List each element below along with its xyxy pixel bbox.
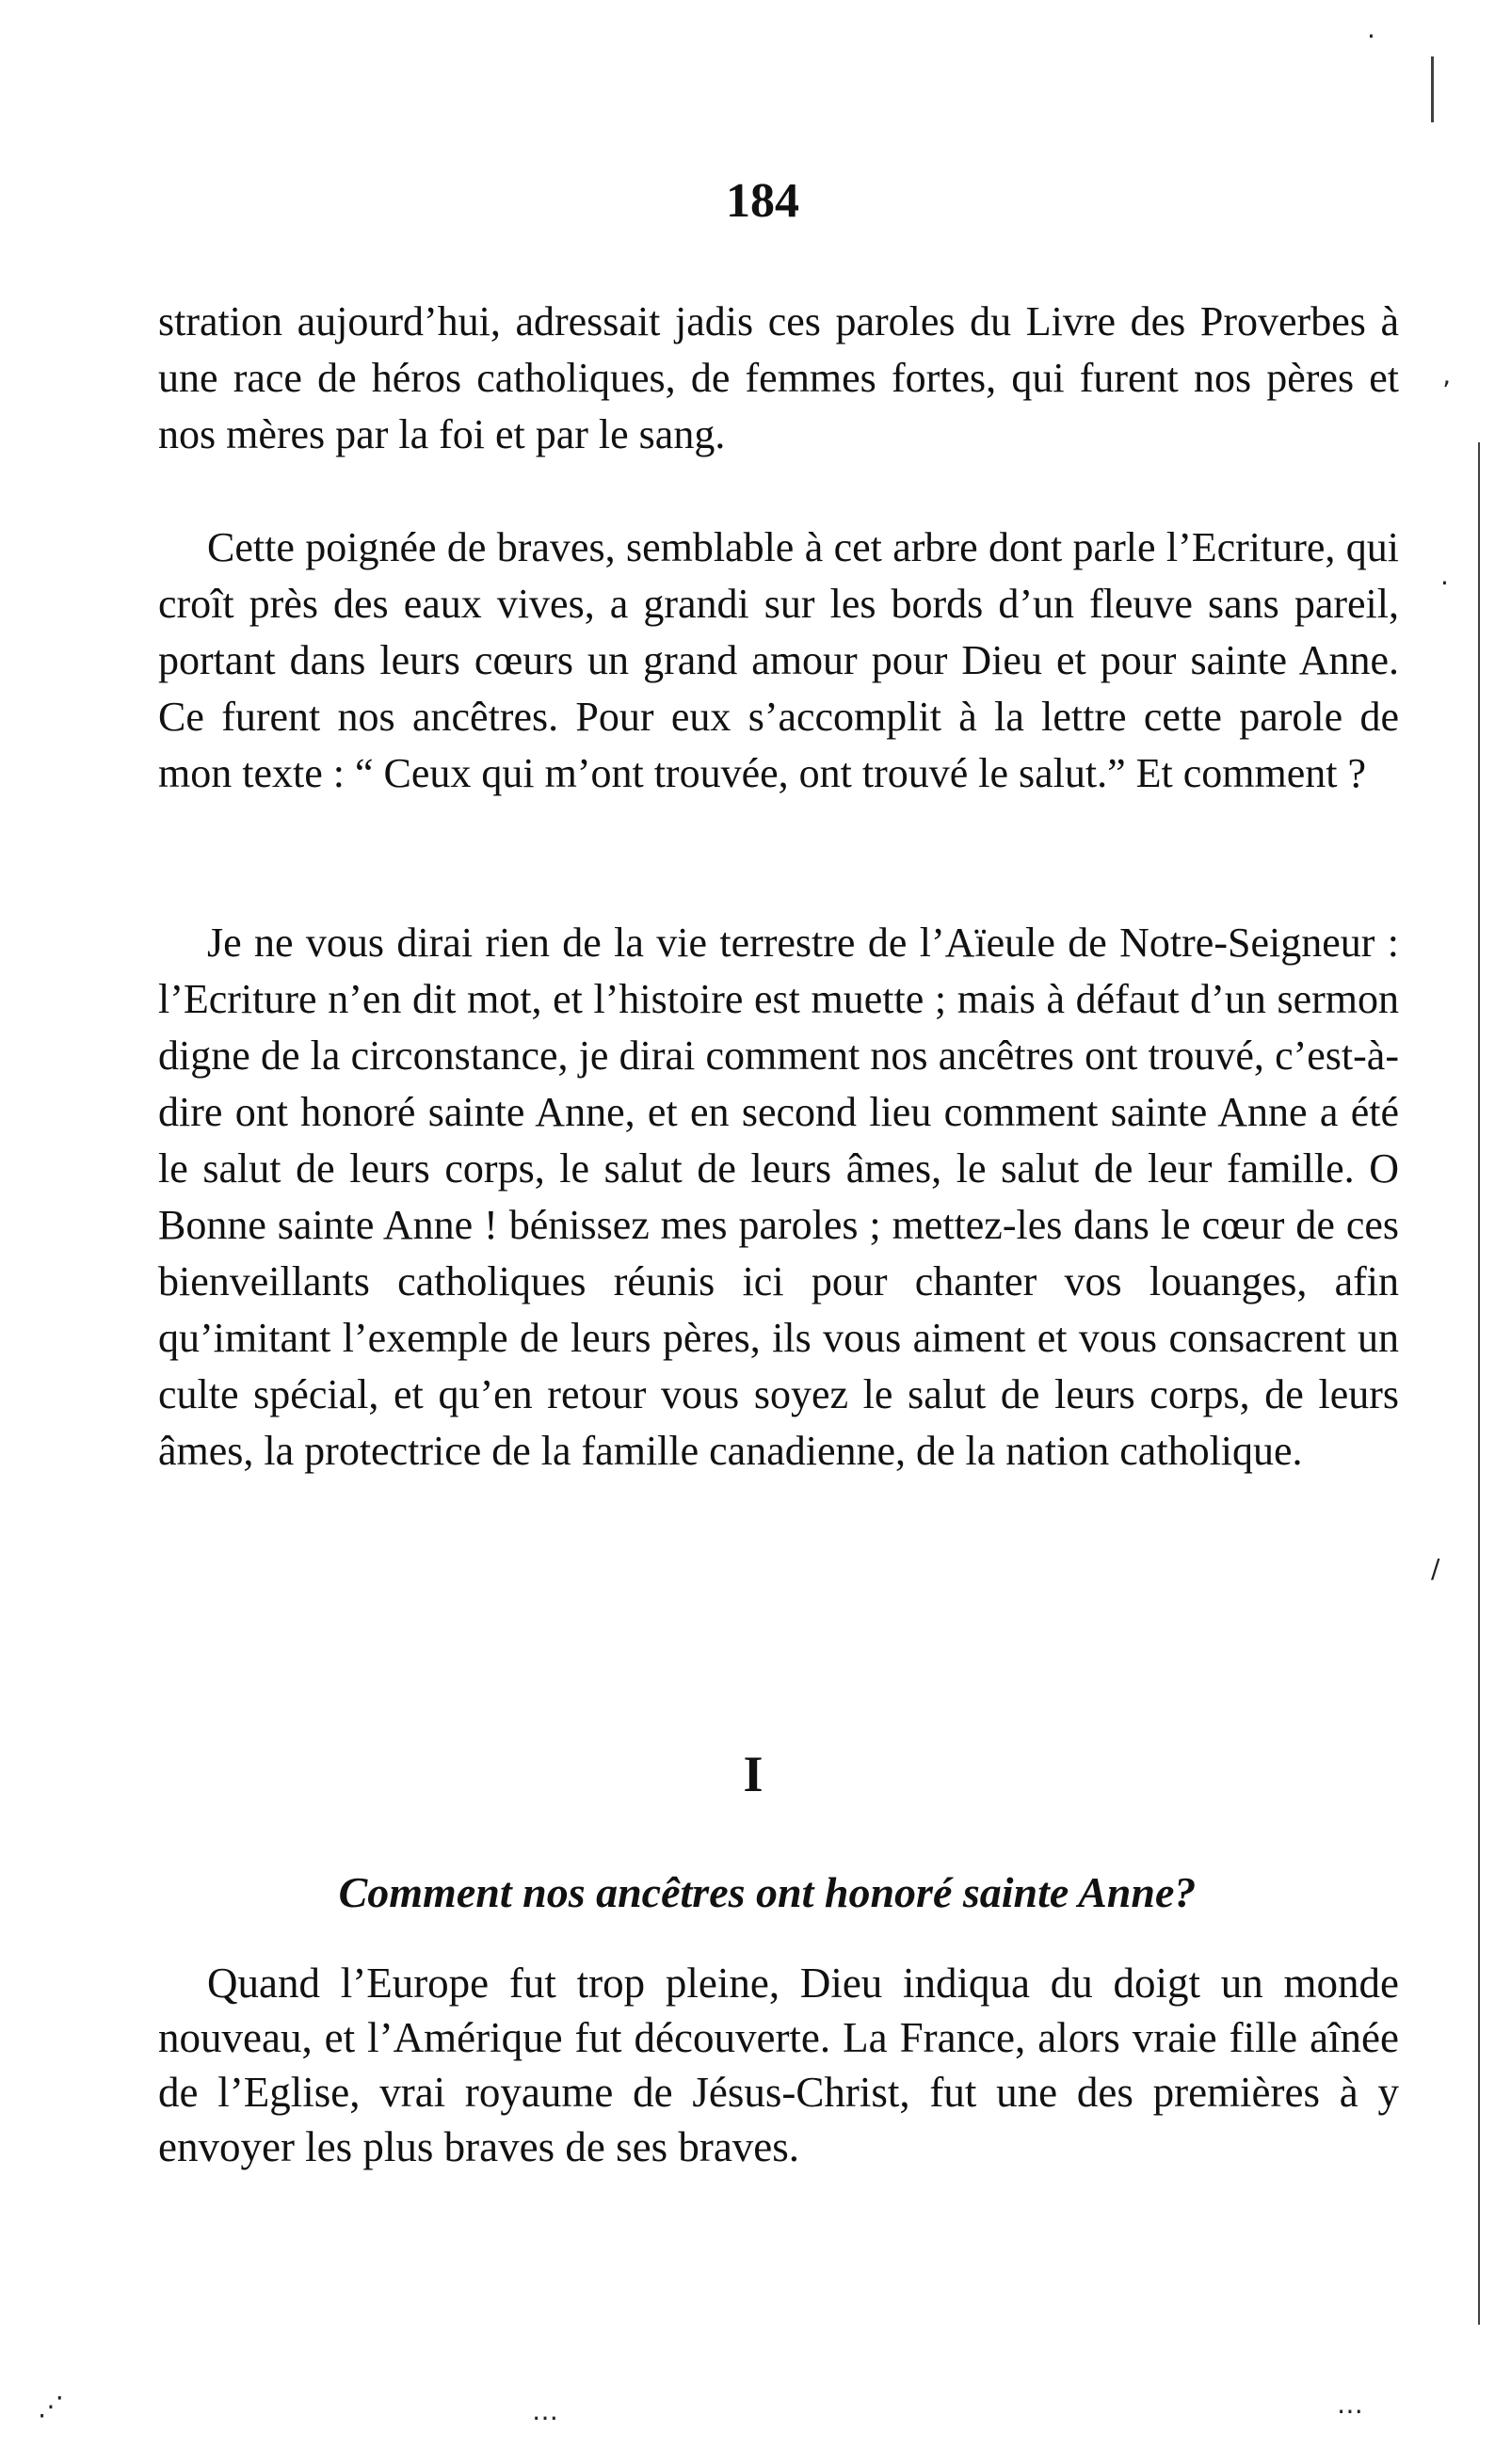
scan-speck-bottom-left: ⋰ bbox=[38, 2391, 64, 2422]
scan-border-right bbox=[1478, 442, 1480, 2325]
section-title: Comment nos ancêtres ont honoré sainte Anne? bbox=[338, 1868, 1197, 1916]
paragraph-ancestors: Je ne vous dirai rien de la vie terrestre de l’Aïeule de Notre-Seigneur : l’Ecriture n’en dit mot, et l’histoire est muette ; mais à défaut d’un sermon digne de la circonstance, je dirai comment nos ancêtres ont trouvé, c’est-à-dire ont honoré sainte Anne, et en second lieu comment sainte Anne a été le salut de leurs corps, le salut de leurs âmes, le salut de leur famille. O Bonne sainte Anne ! bénissez mes paroles ; mettez-les dans le cœur de ces bienveillants catholiques réunis ici pour chanter vos louanges, afin qu’imitant l’exemple de leurs pères, ils vous aiment et vous consacrent un culte spécial, et qu’en retour vous soyez le salut de leurs corps, de leurs âmes, la protectrice de la famille canadienne, de la nation catholique. bbox=[158, 920, 1399, 1474]
scan-speck-top-right: · bbox=[1367, 21, 1375, 52]
scan-speck-right-3: / bbox=[1431, 1553, 1440, 1584]
paragraph-europe: Quand l’Europe fut trop pleine, Dieu indiqua du doigt un monde nouveau, et l’Amérique fut découverte. La France, alors vraie fille aînée de l’Eglise, vrai royaume de Jésus-Christ, fut une des premières à y envoyer les plus braves de ses braves. bbox=[158, 1960, 1399, 2170]
paragraph-braves: Cette poignée de braves, semblable à cet arbre dont parle l’Ecriture, qui croît près des eaux vives, a grandi sur les bords d’un fleuve sans pareil, portant dans leurs cœurs un grand amour pour Dieu et pour sainte Anne. Ce furent nos ancêtres. Pour eux s’accomplit à la lettre cette parole de mon texte : “ Ceux qui m’ont trouvée, ont trouvé le salut.” Et comment ? bbox=[158, 524, 1399, 796]
scan-speck-right-1: ‚ bbox=[1442, 360, 1451, 391]
page-number: 184 bbox=[726, 174, 799, 228]
scan-speck-right-2: . bbox=[1440, 560, 1449, 591]
scan-speck-bottom-middle: … bbox=[532, 2395, 558, 2426]
paragraph-continuation: stration aujourd’hui, adressait jadis ces paroles du Livre des Proverbes à une race de héros catholiques, de femmes fortes, qui furent nos pères et nos mères par la foi et par le sang. bbox=[158, 298, 1399, 457]
scan-speck-bottom-right: ⋯ bbox=[1337, 2395, 1363, 2426]
section-number: I bbox=[743, 1746, 764, 1802]
scan-border-right-top bbox=[1431, 56, 1434, 122]
